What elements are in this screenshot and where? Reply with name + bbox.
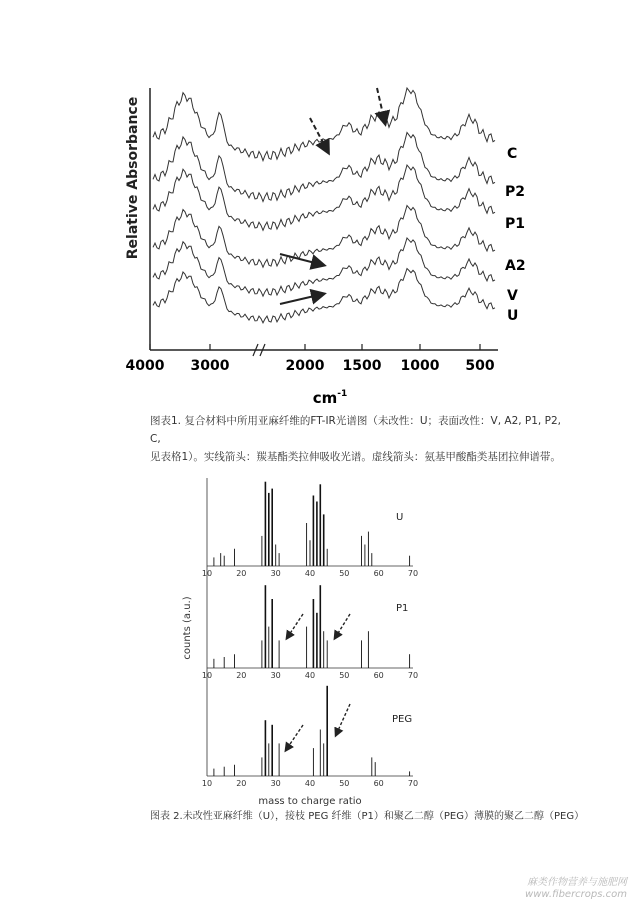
ftir-tick: 500 (465, 358, 495, 374)
series-label-a2: A2 (505, 258, 526, 274)
dashed-arrow-p1-1 (287, 614, 303, 638)
figure1-caption (150, 412, 570, 466)
spectrum-p1 (153, 165, 495, 230)
solid-arrow-ester-2 (280, 294, 323, 304)
watermark-line: 麻类作物营养与施肥网 (527, 877, 627, 888)
ftir-xlabel: $cm^{-1}$ (312, 389, 348, 407)
spectrum-u (153, 269, 495, 323)
ms-tick-labels (202, 569, 418, 788)
ftir-figure (115, 78, 535, 413)
ms-tick-label: 70 (407, 569, 419, 578)
ms-tick-label: 60 (373, 569, 384, 578)
figure2-caption: 图表 2.未改性亚麻纤维（U），接枝 PEG 纤维（P1）和聚乙二醇（PEG）薄膜的聚乙二醇（PEG） (150, 811, 585, 822)
ftir-tick: 4000 (125, 358, 165, 374)
series-label-p2: P2 (505, 184, 526, 200)
ftir-tick: 2000 (285, 358, 325, 374)
ms-xlabel: mass to charge ratio (258, 796, 362, 807)
spectrum-v (153, 238, 495, 296)
dashed-arrow-peg-2 (336, 704, 350, 735)
ms-tick-label: 40 (304, 569, 316, 578)
ms-tick-label: 40 (304, 779, 316, 788)
ms-tick-label: 40 (304, 671, 316, 680)
ms-ylabel: counts (a.u.) (182, 596, 193, 660)
ms-tick-label: 70 (407, 671, 419, 680)
ms-tick-label: 60 (373, 671, 384, 680)
ms-tick-label: 50 (339, 569, 350, 578)
series-label-p1: P1 (505, 216, 526, 232)
ms-tick-label: 50 (339, 779, 350, 788)
ms-tick-label: 30 (270, 779, 281, 788)
ftir-tick: 1500 (342, 358, 382, 374)
ftir-ylabel: Relative Absorbance (125, 96, 141, 260)
series-label-c: C (507, 146, 518, 162)
spectrum-a2 (153, 206, 495, 268)
site-watermark (525, 877, 627, 901)
dashed-arrow-p1-2 (335, 614, 350, 638)
figure1-caption-line: 见表格1）。实线箭头：羰基酯类拉伸吸收光谱。虚线箭头：氨基甲酸酯类基团拉伸谱带。 (150, 451, 561, 463)
ms-tick-label: 50 (339, 671, 350, 680)
dashed-arrow-urethane-1 (310, 118, 328, 152)
series-label-u: U (507, 308, 519, 324)
panel-label-peg: PEG (392, 714, 413, 725)
panel-label-u: U (396, 512, 404, 523)
dashed-arrow-peg-1 (286, 725, 303, 750)
ms-tick-label: 10 (201, 779, 213, 788)
ms-tick-label: 20 (236, 779, 247, 788)
ftir-tick: 3000 (190, 358, 230, 374)
ms-tick-label: 30 (270, 569, 281, 578)
figure1-caption-line: 图表1. 复合材料中所用亚麻纤维的FT-IR光谱图（未改性：U；表面改性：V, A2, P1, P2, C, (150, 415, 561, 445)
series-label-v: V (507, 288, 518, 304)
ms-tick-label: 20 (236, 569, 247, 578)
ms-tick-label: 30 (270, 671, 281, 680)
ms-tick-label: 60 (373, 779, 384, 788)
mass-spec-figure (170, 478, 430, 808)
ftir-tick: 1000 (400, 358, 440, 374)
ms-tick-label: 10 (201, 671, 213, 680)
dashed-arrow-urethane-2 (377, 88, 385, 123)
watermark-line: www.fibercrops.com (525, 889, 627, 900)
ms-tick-label: 10 (201, 569, 213, 578)
spectrum-c (153, 88, 495, 161)
panel-label-p1: P1 (396, 603, 409, 614)
ftir-spectra (153, 88, 495, 323)
ms-tick-label: 20 (236, 671, 247, 680)
ms-tick-label: 70 (407, 779, 419, 788)
